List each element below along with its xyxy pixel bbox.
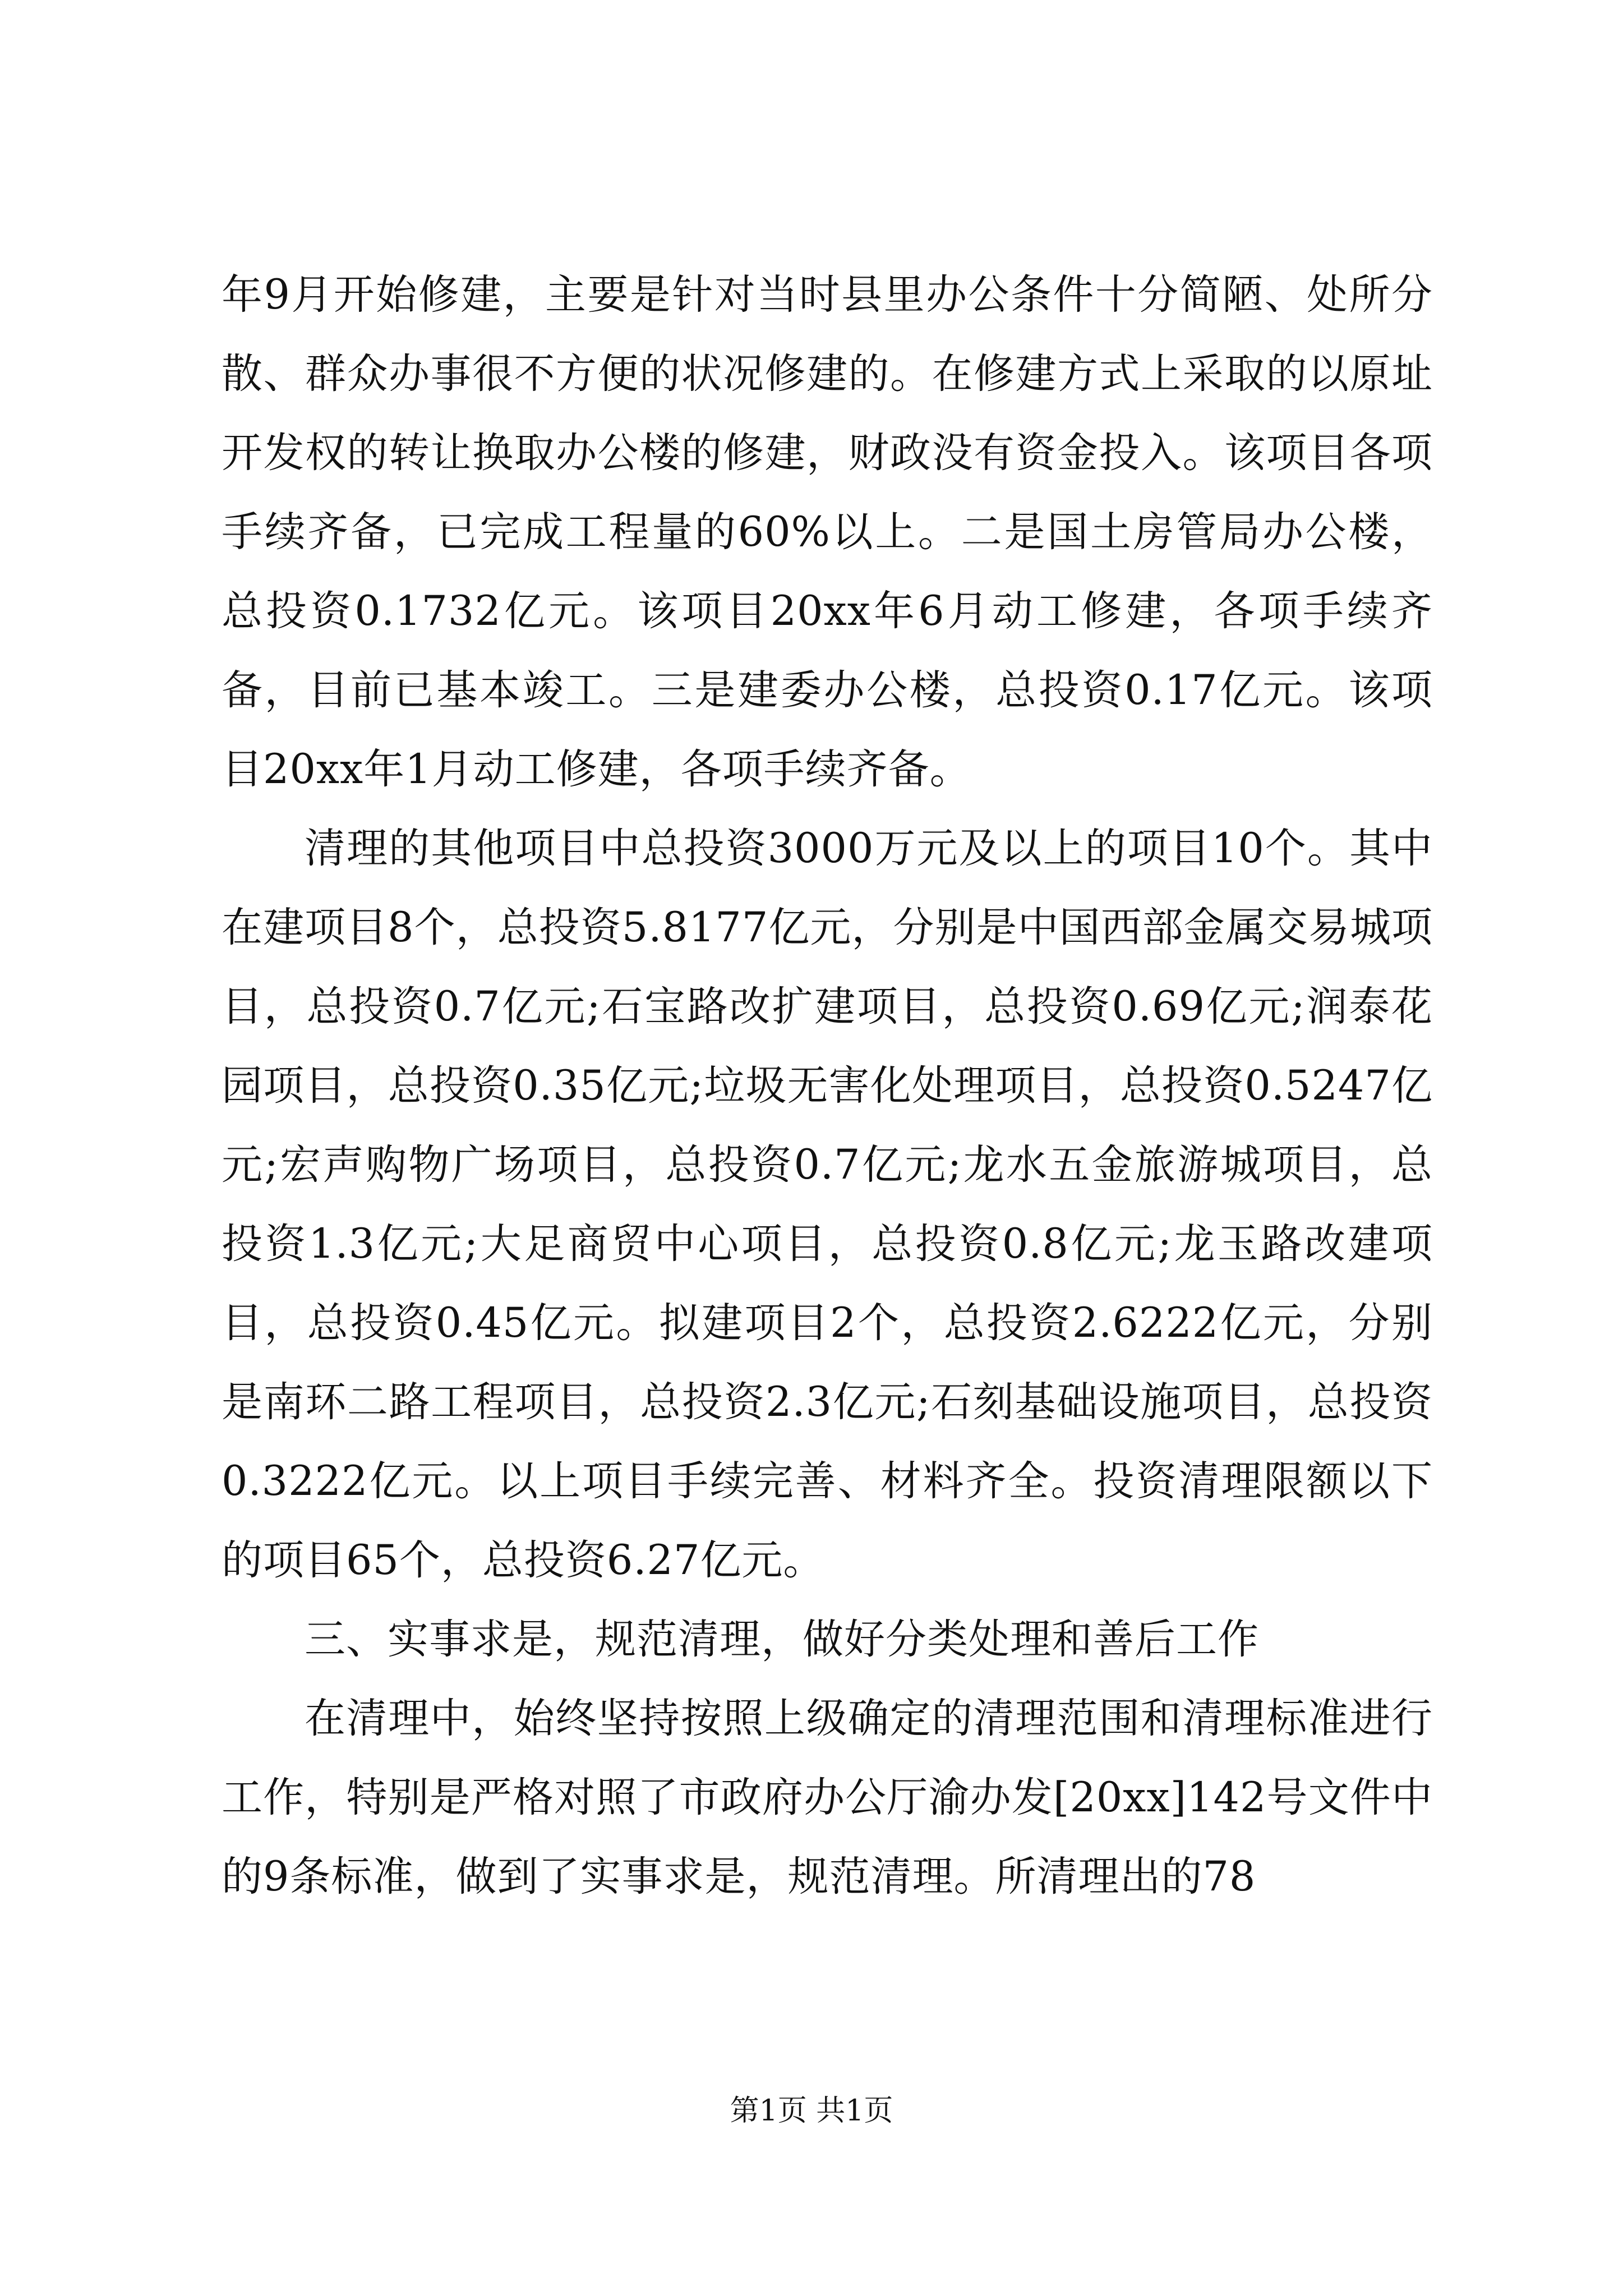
paragraph-2: 清理的其他项目中总投资3000万元及以上的项目10个。其中在建项目8个，总投资5.8177亿元，分别是中国西部金属交易城项目，总投资0.7亿元;石宝路改扩建项目，总投资0.69亿元;润泰花园项目，总投资0.35亿元;垃圾无害化处理项目，总投资0.5247亿元;宏声购物广场项目，总投资0.7亿元;龙水五金旅游城项目，总投资1.3亿元;大足商贸中心项目，总投资0.8亿元;龙玉路改建项目，总投资0.45亿元。拟建项目2个，总投资2.6222亿元，分别是南环二路工程项目，总投资2.3亿元;石刻基础设施项目，总投资0.3222亿元。以上项目手续完善、材料齐全。投资清理限额以下的项目65个，总投资6.27亿元。 xyxy=(222,825,1433,1584)
document-body xyxy=(222,255,1433,1916)
paragraph-1: 年9月开始修建，主要是针对当时县里办公条件十分简陋、处所分散、群众办事很不方便的状况修建的。在修建方式上采取的以原址开发权的转让换取办公楼的修建，财政没有资金投入。该项目各项手续齐备，已完成工程量的60%以上。二是国土房管局办公楼，总投资0.1732亿元。该项目20xx年6月动工修建，各项手续齐备，目前已基本竣工。三是建委办公楼，总投资0.17亿元。该项目20xx年1月动工修建，各项手续齐备。 xyxy=(222,271,1433,793)
section-heading: 三、实事求是，规范清理，做好分类处理和善后工作 xyxy=(305,1616,1259,1663)
page-footer: 第1页 共1页 xyxy=(730,2094,893,2128)
paragraph-4: 在清理中，始终坚持按照上级确定的清理范围和清理标准进行工作，特别是严格对照了市政府办公厅渝办发[20xx]142号文件中的9条标准，做到了实事求是，规范清理。所清理出的78 xyxy=(222,1695,1433,1901)
